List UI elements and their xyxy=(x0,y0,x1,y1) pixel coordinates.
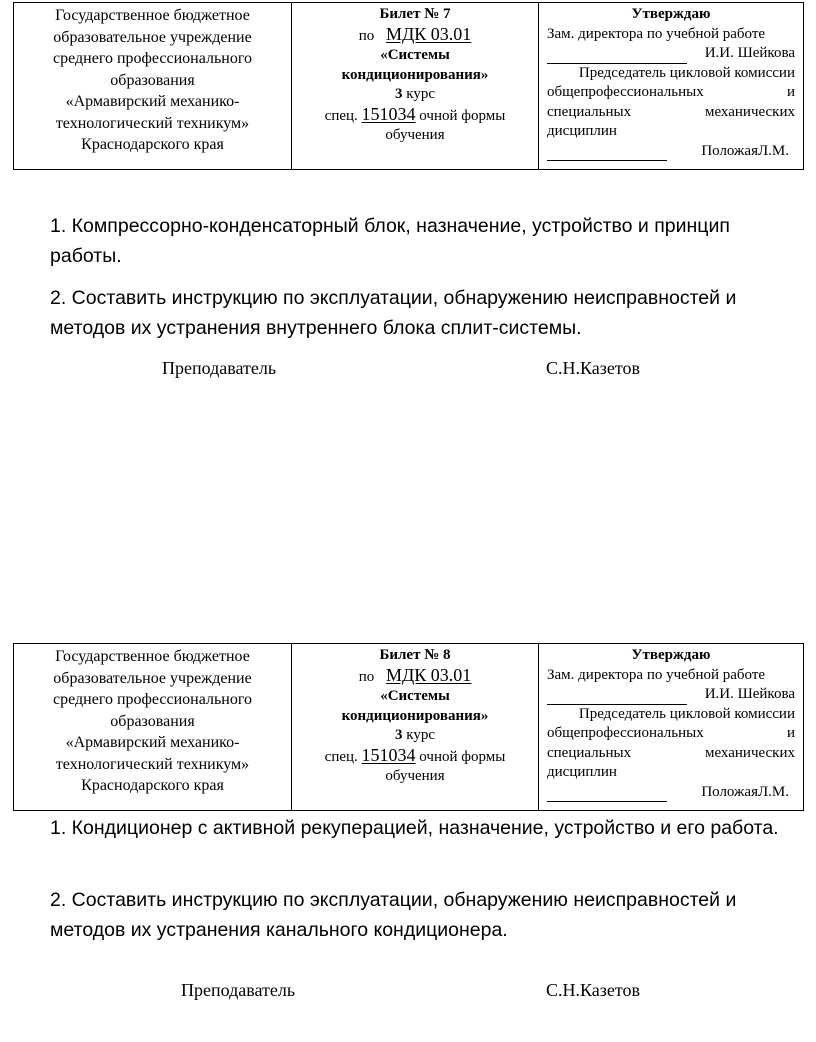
institution-line: Государственное бюджетное xyxy=(55,648,250,665)
signature-line xyxy=(547,49,687,64)
exam-question: 1. Компрессорно-конденсаторный блок, назначение, устройство и принцип работы. xyxy=(50,215,730,267)
spec-label: спец. xyxy=(324,107,358,124)
institution-line: Краснодарского края xyxy=(81,136,224,153)
exam-question: 2. Составить инструкцию по эксплуатации, обнаружению неисправностей и методов их устранения внутреннего блока сплит-системы. xyxy=(50,287,737,339)
approval-title: Утверждаю xyxy=(631,647,711,663)
chair-position: общепрофессиональных xyxy=(547,84,704,100)
chair-position: механических xyxy=(704,744,795,761)
approval-cell xyxy=(539,3,804,170)
po-label: по xyxy=(358,668,375,685)
chair-position: механических xyxy=(704,103,795,120)
exam-question: 2. Составить инструкцию по эксплуатации, обнаружению неисправностей и методов их устранения канального кондиционера. xyxy=(50,889,737,941)
signature-line xyxy=(547,787,667,802)
chair-position: Председатель цикловой комиссии xyxy=(578,705,795,722)
chair-position: специальных xyxy=(547,744,632,761)
course-number: 3 xyxy=(395,727,403,743)
ticket-header-table xyxy=(13,643,804,811)
course-number: 3 xyxy=(395,86,403,102)
deputy-name: И.И. Шейкова xyxy=(704,686,795,702)
signature-line xyxy=(547,146,667,161)
study-form: обучения xyxy=(385,768,445,784)
chair-position: и xyxy=(786,725,795,741)
course-label: курс xyxy=(406,86,435,102)
spec-code: 151034 xyxy=(361,744,416,765)
deputy-name: И.И. Шейкова xyxy=(704,45,795,61)
chair-position: и xyxy=(786,84,795,100)
module-name: «Системы xyxy=(380,47,450,63)
study-form: очной формы xyxy=(419,748,506,765)
teacher-name: С.Н.Казетов xyxy=(546,980,640,1000)
institution-line: технологический техникум» xyxy=(55,755,250,773)
signature-line xyxy=(547,690,687,705)
study-form: очной формы xyxy=(419,107,506,124)
approval-title: Утверждаю xyxy=(631,6,711,22)
course-label: курс xyxy=(406,727,435,743)
module-name: кондиционирования» xyxy=(341,707,489,724)
institution-line: образовательное учреждение xyxy=(53,28,252,46)
institution-line: образования xyxy=(110,71,195,89)
chair-position: общепрофессиональных xyxy=(547,725,704,741)
teacher-label: Преподаватель xyxy=(181,980,296,1000)
spec-code: 151034 xyxy=(361,103,416,124)
module-name: кондиционирования» xyxy=(341,66,489,83)
chair-position: дисциплин xyxy=(547,123,617,139)
institution-line: среднего профессионального xyxy=(53,50,252,67)
institution-line: Краснодарского края xyxy=(81,777,224,794)
institution-line: «Армавирский механико- xyxy=(65,734,240,751)
deputy-position: Зам. директора по учебной работе xyxy=(547,25,766,42)
chair-position: специальных xyxy=(547,103,632,120)
institution-line: среднего профессионального xyxy=(53,691,252,708)
chair-name: ПоложаяЛ.М. xyxy=(701,142,789,159)
chair-position: Председатель цикловой комиссии xyxy=(578,64,795,81)
ticket-title: Билет № 8 xyxy=(379,647,451,663)
ticket-info-cell xyxy=(292,3,539,170)
chair-name: ПоложаяЛ.М. xyxy=(701,783,789,800)
po-label: по xyxy=(358,27,375,44)
teacher-name: С.Н.Казетов xyxy=(546,358,640,378)
institution-line: образования xyxy=(110,712,195,730)
ticket-title: Билет № 7 xyxy=(379,6,451,22)
module-code: МДК 03.01 xyxy=(385,23,472,44)
ticket-header-table xyxy=(13,2,804,170)
institution-cell xyxy=(14,644,292,811)
module-code: МДК 03.01 xyxy=(385,664,472,685)
ticket-info-cell xyxy=(292,644,539,811)
exam-question: 1. Кондиционер с активной рекуперацией, назначение, устройство и его работа. xyxy=(50,817,779,839)
institution-cell xyxy=(14,3,292,170)
chair-position: дисциплин xyxy=(547,764,617,780)
deputy-position: Зам. директора по учебной работе xyxy=(547,666,766,683)
institution-line: образовательное учреждение xyxy=(53,669,252,687)
study-form: обучения xyxy=(385,127,445,143)
spec-label: спец. xyxy=(324,748,358,765)
approval-cell xyxy=(539,644,804,811)
institution-line: технологический техникум» xyxy=(55,114,250,132)
teacher-label: Преподаватель xyxy=(162,358,277,378)
module-name: «Системы xyxy=(380,688,450,704)
institution-line: «Армавирский механико- xyxy=(65,93,240,110)
institution-line: Государственное бюджетное xyxy=(55,7,250,24)
